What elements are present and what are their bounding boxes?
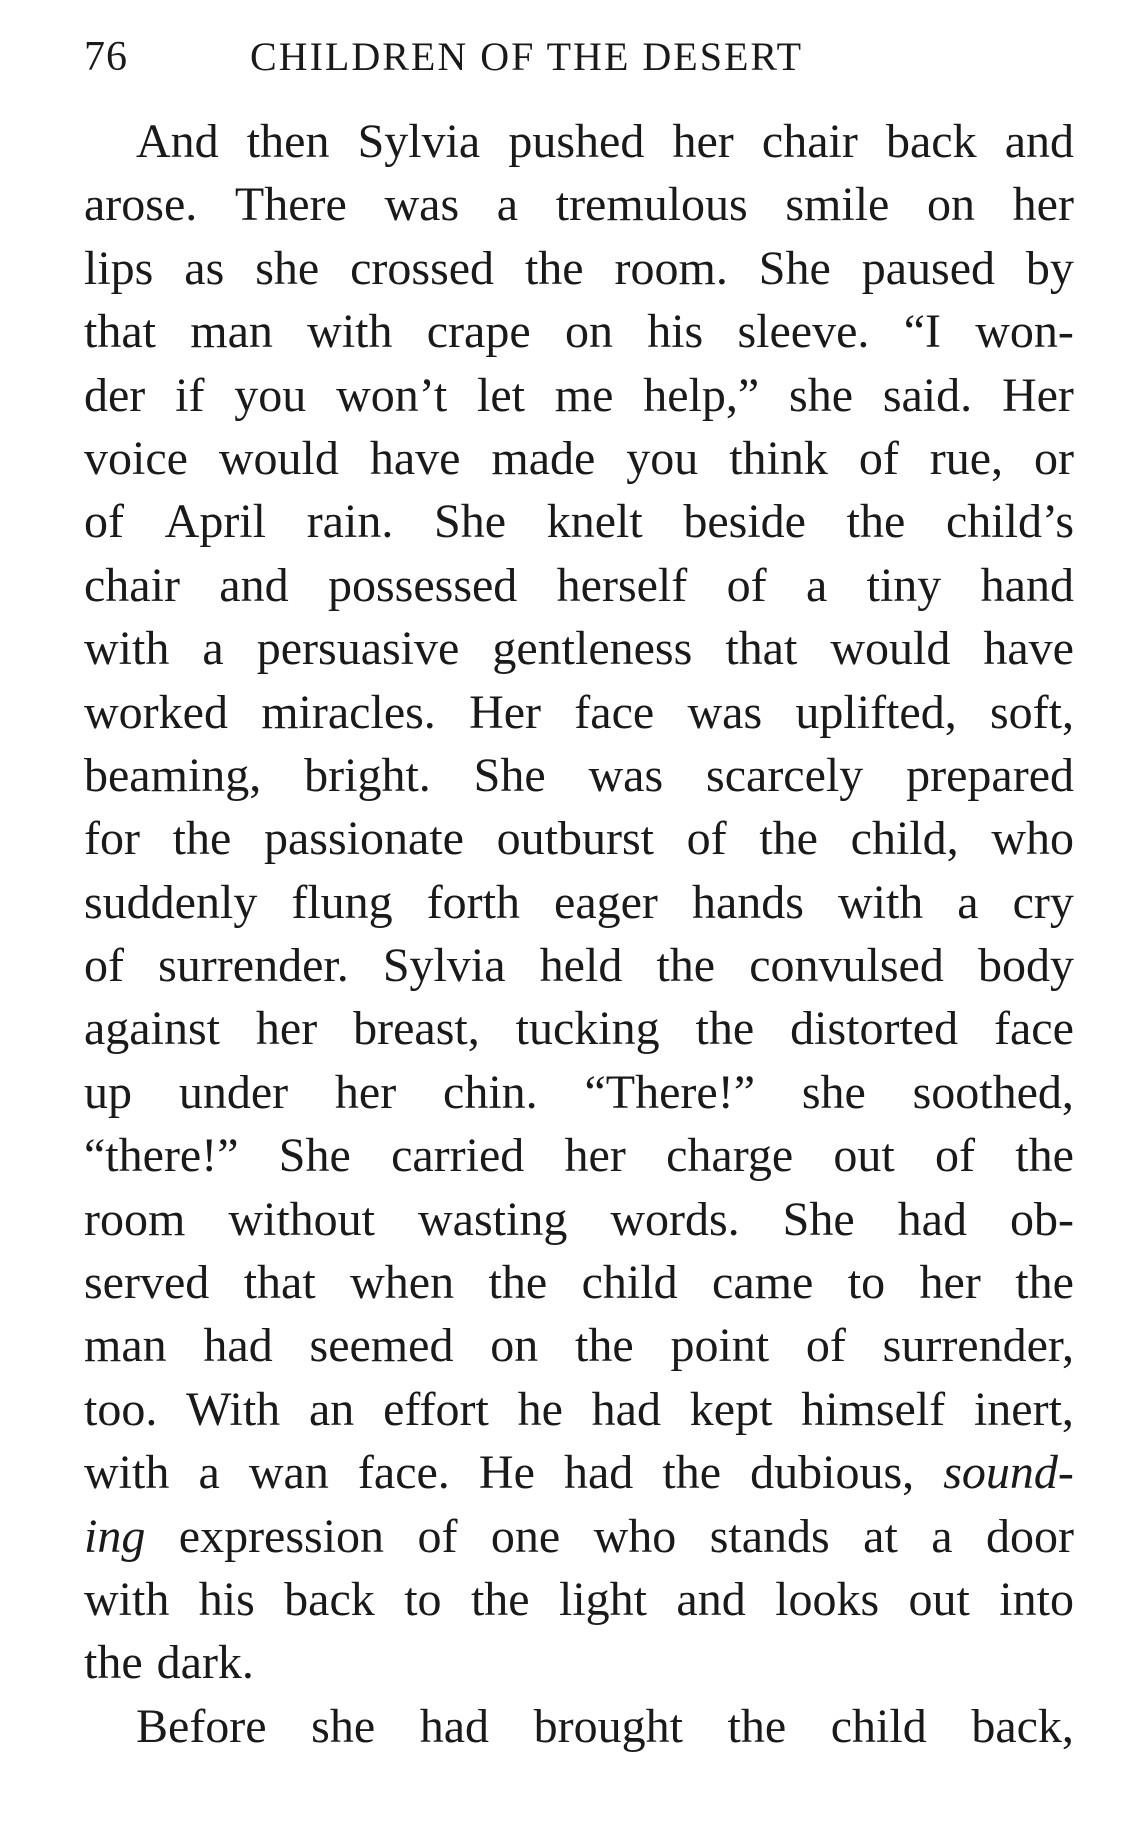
word: her [334,1065,397,1119]
word: hands [691,875,804,929]
word: She [434,495,506,549]
word: she [789,368,853,422]
word: back, [971,1699,1074,1753]
word: Her [469,685,542,739]
word: convulsed [749,939,944,993]
word: stands [709,1509,830,1563]
text-line [84,871,1074,934]
word: soft, [989,685,1074,739]
word: of [686,812,727,866]
text-line [84,1695,1074,1758]
word: that [243,1256,316,1310]
word: crape [426,305,531,359]
word: soothed, [912,1065,1074,1119]
word: wasting [418,1192,568,1246]
word: if [175,368,205,422]
word: knelt [546,495,643,549]
text-line [84,554,1074,617]
word: on [927,178,975,232]
word: door [985,1509,1074,1563]
word: of [726,558,767,612]
word: distorted [790,1002,959,1056]
word: She [782,1192,855,1246]
word: back [885,115,977,168]
word: and [219,558,289,612]
text-line [84,1061,1074,1124]
word: the [662,1446,722,1500]
word: surrender. [158,939,349,993]
word: scarcely [706,748,864,802]
word: her [1012,178,1074,232]
word: help,” [643,368,760,422]
word: child, [850,812,959,866]
word: had [897,1192,967,1246]
word: against [84,1002,220,1056]
word: would [218,431,339,485]
word: of [84,495,124,549]
word: or [1033,431,1074,485]
word: with [84,622,170,676]
word: when [350,1256,455,1310]
word: With [186,1382,281,1436]
word: one [490,1509,561,1563]
word: beside [683,495,806,549]
word: had [591,1382,661,1436]
word: have [369,431,461,485]
word: effort [383,1382,489,1436]
word: to [404,1572,442,1626]
word: der [84,368,146,422]
word: rue, [929,431,1004,485]
word: sleeve. [737,305,870,359]
word: And [136,115,219,168]
word: too. [84,1382,158,1436]
word: then [246,115,330,168]
word: and [676,1572,746,1626]
text-line [84,1631,1074,1694]
word: out [908,1572,970,1626]
word: lips [84,241,154,295]
text-line [84,1378,1074,1441]
word: think [729,431,828,485]
word: of [858,431,899,485]
body-text [84,110,1074,1758]
word: room. [614,241,728,295]
word: for [84,812,140,866]
text-line [84,1505,1074,1568]
word: outburst [496,812,654,866]
word: tucking [515,1002,660,1056]
text-line [84,744,1074,807]
word: on [490,1319,539,1373]
word: rain. [306,495,394,549]
word: won’t [336,368,448,422]
word: would [830,622,951,676]
word: you [626,431,699,485]
text-line [84,490,1074,553]
word: the [470,1572,530,1626]
word: he [517,1382,563,1436]
word: chair [761,115,858,168]
word: uplifted, [795,685,957,739]
word: sound- [943,1446,1074,1500]
text-line [84,110,1074,173]
word: expression [178,1509,385,1563]
word: was [384,178,460,232]
word: held [539,939,623,993]
running-title: CHILDREN OF THE DESERT [250,34,804,79]
word: words. [610,1192,740,1246]
word: “there!” [84,1129,239,1183]
word: up [84,1065,132,1119]
word: came [712,1256,814,1310]
word: was [687,685,763,739]
word: child [581,1256,678,1310]
text-line [84,173,1074,236]
text-line [84,1188,1074,1251]
word: face [994,1002,1074,1056]
word: the [524,241,584,295]
word: who [593,1509,677,1563]
running-head [84,22,1094,92]
word: out [833,1129,895,1183]
word: her [672,115,734,168]
text-line [84,364,1074,427]
word: his [647,305,704,359]
word: into [999,1572,1074,1626]
word: pushed [508,115,645,168]
word: had [419,1699,490,1753]
word: child [830,1699,927,1753]
word: her [255,1002,318,1056]
word: without [228,1192,375,1246]
word: served [84,1256,210,1310]
word: she [311,1699,376,1753]
word: point [670,1319,770,1373]
word: paused [861,241,995,295]
word: looks [775,1572,880,1626]
word: at [863,1509,898,1563]
word: suddenly [84,875,258,929]
word: by [1025,241,1074,295]
word: “I [903,305,941,359]
word: and [1004,115,1074,168]
page-number: 76 [84,34,128,80]
word: of [417,1509,458,1563]
word: let [477,368,525,422]
word: the [172,812,232,866]
word: with [84,1572,170,1626]
word: prepared [906,748,1074,802]
word: brought [533,1699,683,1753]
word: the [759,812,818,866]
word: passionate [263,812,464,866]
word: She [758,241,831,295]
word: with [84,1446,170,1500]
text-line [84,997,1074,1060]
word: worked [84,685,228,739]
text-line [84,681,1074,744]
word: face [574,685,655,739]
word: beaming, [84,748,262,802]
text-line [84,617,1074,680]
word: smile [785,178,890,232]
word: himself [801,1382,946,1436]
word: persuasive [256,622,460,676]
word: room [84,1192,186,1246]
word: She [278,1129,351,1183]
word: under [178,1065,289,1119]
text-line [84,934,1074,997]
text-line [84,237,1074,300]
text-line [84,807,1074,870]
word: miracles. [261,685,436,739]
word: flung [291,875,393,929]
word: man [190,305,273,359]
word: April [164,495,266,549]
word: made [491,431,596,485]
word: tremulous [555,178,748,232]
word: ob- [1009,1192,1074,1246]
word: the [727,1699,787,1753]
word: arose. [84,178,198,232]
word: as [184,241,225,295]
word: to [847,1256,886,1310]
word: body [978,939,1074,993]
word: his [198,1572,255,1626]
word: voice [84,431,188,485]
word: wan [248,1446,329,1500]
word: There [234,178,347,232]
word: surrender, [882,1319,1074,1373]
word: back [284,1572,375,1626]
word: tiny [866,558,942,612]
word: a [198,1446,220,1500]
word: with [307,305,393,359]
word: “There!” [584,1065,755,1119]
word: herself [556,558,688,612]
word: a [957,875,979,929]
word: light [558,1572,647,1626]
word: seemed [309,1319,454,1373]
text-line [84,1124,1074,1187]
word: said. [882,368,973,422]
word: she [801,1065,866,1119]
text-line [84,1568,1074,1631]
word: breast, [353,1002,480,1056]
word: with [837,875,924,929]
word: she [255,241,320,295]
word: an [308,1382,355,1436]
word: inert, [973,1382,1074,1436]
word: Before [136,1699,267,1753]
word: face. [357,1446,450,1500]
text-line [84,300,1074,363]
word: had [563,1446,634,1500]
word: was [588,748,664,802]
word: the [695,1002,755,1056]
word: the [488,1256,548,1310]
word: her [564,1129,626,1183]
word: a [496,178,519,232]
word: the [575,1319,634,1373]
word: a [202,622,224,676]
word: Her [1001,368,1074,422]
word: kept [689,1382,773,1436]
word: the [656,939,716,993]
word: He [478,1446,535,1500]
word: cry [1012,875,1074,929]
word: dubious, [750,1446,915,1500]
word: me [554,368,614,422]
word: Sylvia [382,939,506,993]
word: the [1015,1256,1074,1310]
word: Sylvia [357,115,481,168]
word: of [805,1319,846,1373]
word: won- [975,305,1074,359]
text-line [84,1314,1074,1377]
word: that [725,622,798,676]
word: the [84,1636,143,1690]
word: forth [426,875,520,929]
word: hand [980,558,1074,612]
word: bright. [304,748,431,802]
word: ing [84,1509,146,1563]
word: the [1015,1129,1074,1183]
text-line [84,427,1074,490]
word: eager [554,875,658,929]
word: chin. [443,1065,538,1119]
word: gentleness [492,622,693,676]
word: She [473,748,546,802]
text-line [84,1441,1074,1504]
word: her [919,1256,981,1310]
word: carried [391,1129,525,1183]
word: the [846,495,906,549]
word: on [564,305,613,359]
word: crossed [350,241,495,295]
word: you [234,368,307,422]
text-line [84,1251,1074,1314]
word: have [983,622,1074,676]
word: of [935,1129,975,1183]
word: possessed [327,558,518,612]
word: man [84,1319,167,1373]
word: a [805,558,828,612]
word: charge [666,1129,794,1183]
word: dark. [156,1636,254,1690]
word: who [991,812,1074,866]
word: that [84,305,156,359]
word: of [84,939,124,993]
word: had [203,1319,273,1373]
word: child’s [946,495,1074,549]
word: a [931,1509,953,1563]
word: chair [84,558,180,612]
